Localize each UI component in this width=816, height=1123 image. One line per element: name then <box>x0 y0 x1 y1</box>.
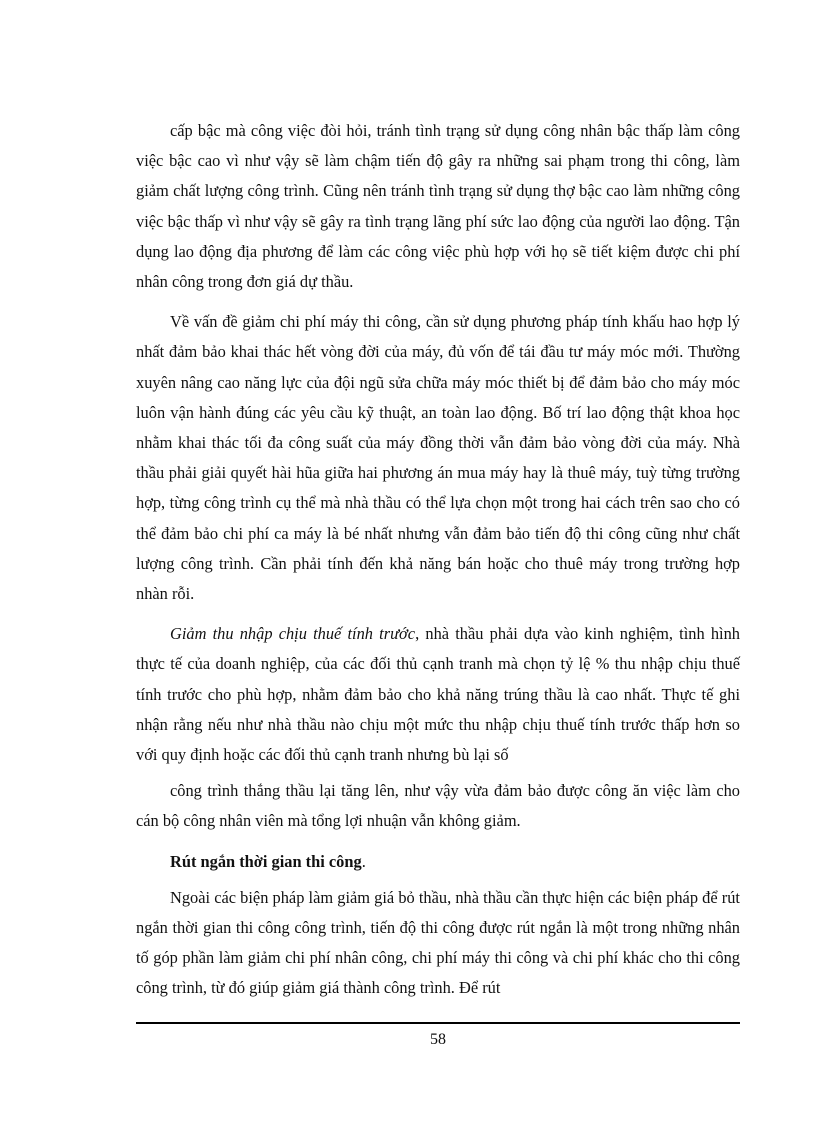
italic-lead-phrase: Giảm thu nhập chịu thuế tính trước <box>170 624 416 644</box>
section-heading-text: Rút ngắn thời gian thi công <box>170 851 362 871</box>
paragraph-shorten-time: Ngoài các biện pháp làm giảm giá bỏ thầu, nhà thầu cần thực hiện các biện pháp để rút ngắn thời gian thi công công trình, tiến độ thi công được rút ngắn là một trong những nhân tố góp phần làm giảm chi phí nhân công, chi phí máy thi công và chi phí khác cho thi công công trình, từ đó giúp giảm giá thành công trình. Để rút <box>136 887 740 998</box>
document-body <box>136 116 740 1004</box>
page-number: 58 <box>430 1031 446 1048</box>
paragraph-winning-bids: công trình thắng thầu lại tăng lên, như vậy vừa đảm bảo được công ăn việc làm cho cán bộ công nhân viên mà tổng lợi nhuận vẫn không giảm. <box>136 781 740 831</box>
footer-rule <box>136 1022 740 1024</box>
section-heading <box>136 847 740 877</box>
paragraph-machine-cost: Về vấn đề giảm chi phí máy thi công, cần sử dụng phương pháp tính khấu hao hợp lý nhất đảm bảo khai thác hết vòng đời của máy, đủ vốn để tái đầu tư máy móc mới. Thường xuyên nâng cao năng lực của đội ngũ sửa chữa máy móc thiết bị để đảm bảo cho máy móc luôn vận hành đúng các yêu cầu kỹ thuật, an toàn lao động. Bố trí lao động thật khoa học nhằm khai thác tối đa công suất của máy đồng thời vẫn đảm bảo vòng đời của máy. Nhà thầu phải giải quyết hài hũa giữa hai phương án mua máy hay là thuê máy, tuỳ từng trường hợp, từng công trình cụ thể mà nhà thầu có thể lựa chọn một trong hai cách trên sao cho có thể đảm bảo chi phí ca máy là bé nhất nhưng vẫn đảm bảo tiến độ thi công cũng như chất lượng công trình. Cần phải tính đến khả năng bán hoặc cho thuê máy trong trường hợp nhàn rỗi. <box>136 312 740 604</box>
paragraph-taxable-income <box>136 619 740 770</box>
section-heading-suffix: . <box>361 851 366 871</box>
paragraph-labor-skill: cấp bậc mà công việc đòi hỏi, tránh tình trạng sử dụng công nhân bậc thấp làm công việc bậc cao vì như vậy sẽ làm chậm tiến độ gây ra những sai phạm trong thi công, làm giảm chất lượng công trình. Cũng nên tránh tình trạng sử dụng thợ bậc cao làm những công việc bậc thấp vì như vậy sẽ gây ra tình trạng lãng phí sức lao động của người lao động. Tận dụng lao động địa phương để làm các công việc phù hợp với họ sẽ tiết kiệm được chi phí nhân công trong đơn giá dự thầu. <box>136 121 740 292</box>
paragraph-taxable-income-text: , nhà thầu phải dựa vào kinh nghiệm, tình hình thực tế của doanh nghiệp, của các đối thủ cạnh tranh mà chọn tỷ lệ % thu nhập chịu thuế tính trước cho phù hợp, nhằm đảm bảo cho khả năng trúng thầu là cao nhất. Thực tế ghi nhận rằng nếu như nhà thầu nào chịu một mức thu nhập chịu thuế tính trước thấp hơn so với quy định hoặc các đối thủ cạnh tranh nhưng bù lại số <box>136 624 741 765</box>
